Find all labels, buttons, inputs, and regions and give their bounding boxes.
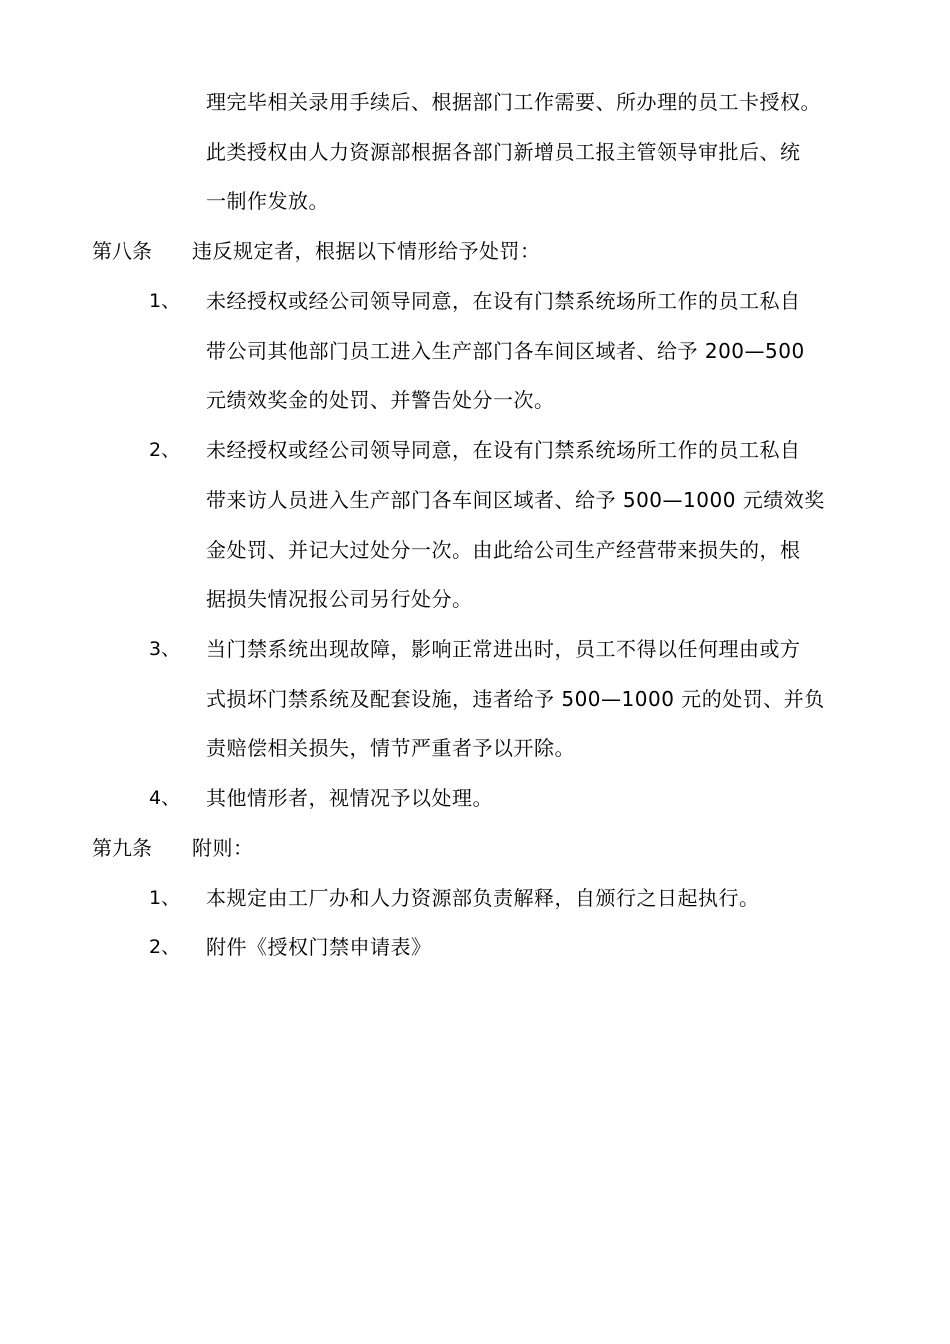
article-8-item-2-line-3: 金处罚、并记大过处分一次。由此给公司生产经营带来损失的，根 [206, 538, 801, 562]
article-8-item-3-number: 3、 [149, 638, 181, 660]
article-8-item-4-line-1: 其他情形者，视情况予以处理。 [206, 786, 493, 810]
article-8-item-2-line-1: 未经授权或经公司领导同意，在设有门禁系统场所工作的员工私自 [206, 438, 801, 462]
intro-line-2: 此类授权由人力资源部根据各部门新增员工报主管领导审批后、统 [206, 140, 801, 164]
article-9-number: 第九条 [92, 836, 152, 860]
article-9-item-1-number: 1、 [149, 887, 181, 909]
article-8-item-1-number: 1、 [149, 290, 181, 312]
article-8-item-2-number: 2、 [149, 439, 181, 461]
article-8-item-2-line-4: 据损失情况报公司另行处分。 [206, 587, 473, 611]
article-8-item-3-line-3: 责赔偿相关损失，情节严重者予以开除。 [206, 736, 575, 760]
article-8-number: 第八条 [92, 239, 152, 263]
intro-line-1: 理完毕相关录用手续后、根据部门工作需要、所办理的员工卡授权。 [206, 90, 821, 114]
article-8-item-1-line-3: 元绩效奖金的处罚、并警告处分一次。 [206, 388, 555, 412]
article-8-item-3-line-1: 当门禁系统出现故障，影响正常进出时，员工不得以任何理由或方 [206, 637, 801, 661]
article-9-item-2-line-1: 附件《授权门禁申请表》 [206, 935, 432, 959]
article-8-heading: 违反规定者，根据以下情形给予处罚： [192, 239, 541, 263]
article-9-heading: 附则： [192, 836, 254, 860]
intro-line-3: 一制作发放。 [206, 189, 329, 213]
article-8-item-1-line-2: 带公司其他部门员工进入生产部门各车间区域者、给予 200—500 [206, 339, 805, 363]
article-8-item-2-line-2: 带来访人员进入生产部门各车间区域者、给予 500—1000 元绩效奖 [206, 488, 825, 512]
article-8-item-4-number: 4、 [149, 787, 181, 809]
article-8-item-3-line-2: 式损坏门禁系统及配套设施，违者给予 500—1000 元的处罚、并负 [206, 687, 825, 711]
article-9-item-2-number: 2、 [149, 936, 181, 958]
article-9-item-1-line-1: 本规定由工厂办和人力资源部负责解释，自颁行之日起执行。 [206, 886, 760, 910]
article-8-item-1-line-1: 未经授权或经公司领导同意，在设有门禁系统场所工作的员工私自 [206, 289, 801, 313]
